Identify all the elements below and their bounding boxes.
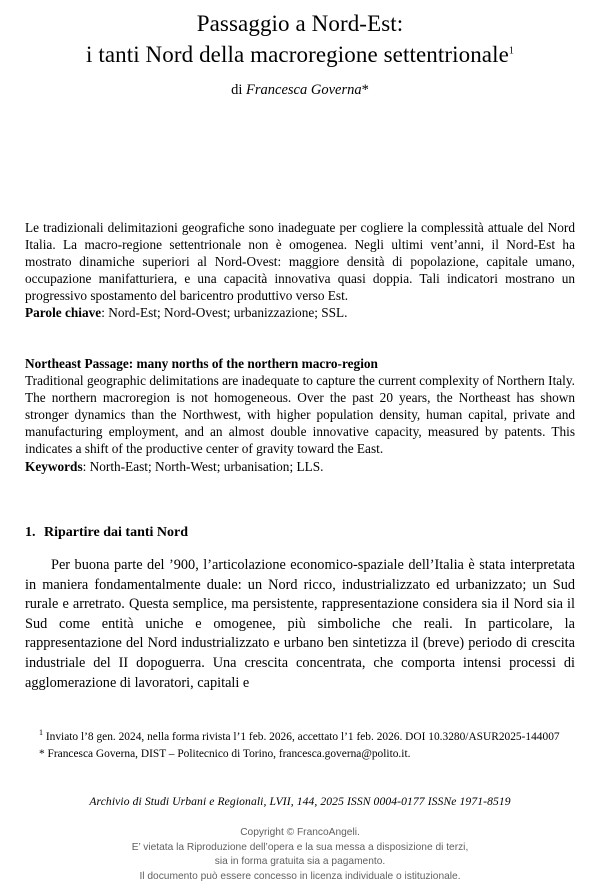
footnote-1-marker: 1 [39,728,43,738]
author-name: Francesca Governa [246,82,362,98]
copyright-line-2: E’ vietata la Riproduzione dell’opera e la sua messa a disposizione di terzi, [131,841,469,853]
footnote-1 [25,730,575,745]
byline-footnote-marker: * [361,82,369,98]
page-title [25,8,575,70]
abstract-english-heading: Northeast Passage: many norths of the northern macro-region [25,356,378,371]
copyright-line-3: sia in forma gratuita sia a pagamento. [214,856,386,868]
section-title: Ripartire dai tanti Nord [44,525,189,540]
copyright-line-1: Copyright © FrancoAngeli. [240,827,360,838]
keywords-english-label: Keywords [25,458,83,474]
abstract-english-text: Traditional geographic delimitations are inadequate to capture the current complexity of Northern Italy. The northern macroregion is not homogeneous. Over the past 20 years, the Northeast has shown stronger dynamics than the Northwest, with higher population density, human capital, private and manufacturing employment, and an almost double innovative capacity, measured by patents. This indicates a shift of the productive center of gravity toward the East. [25,373,575,457]
title-footnote-marker: 1 [508,45,515,57]
abstract-italian-text: Le tradizionali delimitazioni geografiche sono inadeguate per cogliere la complessità attuale del Nord Italia. La macro-regione settentrionale non è omogenea. Negli ultimi vent’anni, il Nord-Est ha mostrato dinamiche superiori al Nord-Ovest: maggiore densità di popolazione, capitale umano, occupazione manifatturiera, e una capacità innovativa quasi doppia. Tali indicatori mostrano un progressivo spostamento del baricentro produttivo verso Est. [25,220,575,304]
title-line-1-text: Passaggio a Nord-Est: [196,11,404,36]
keywords-english-value: : North-East; North-West; urbanisation; LLS. [82,458,324,474]
footnote-author: * Francesca Governa, DIST – Politecnico di Torino, francesca.governa@polito.it. [39,747,411,760]
footnote-1-text: Inviato l’8 gen. 2024, nella forma rivista l’1 feb. 2026, accettato l’1 feb. 2026. DOI 10.3280/ASUR2025-144007 [43,731,560,743]
keywords-italian [25,304,575,321]
title-line-2-text: i tanti Nord della macroregione settentrionale [85,42,509,67]
copyright-notice [25,826,575,884]
copyright-line-4: Il documento può essere concesso in licenza individuale o istituzionale. [139,870,461,882]
keywords-italian-label: Parole chiave [25,305,102,321]
author-byline [25,82,575,99]
section-heading-1 [25,525,575,541]
body-paragraph: Per buona parte del ’900, l’articolazione economico-spaziale dell’Italia è stata interpretata in maniera fondamentalmente duale: un Nord ricco, industrializzato ed urbanizzato; un Sud rurale e arretrato. Questa semplice, ma persistente, rappresentazione considera sia il Nord sia il Sud come entità uniche e omogenee, più simboliche che reali. In particolare, la rappresentazione del Nord industrializzato e urbano ben sintetizza il (breve) periodo di crescita industriale del II dopoguerra. Una crescita concentrata, che comporta intensi processi di agglomerazione di lavoratori, capitali e [25,557,575,691]
section-number: 1. [25,525,36,540]
title-line-2 [25,39,575,70]
title-line-1 [25,8,575,39]
footnote-block [25,730,575,761]
keywords-english [25,458,575,475]
journal-citation: Archivio di Studi Urbani e Regionali, LVII, 144, 2025 ISSN 0004-0177 ISSNe 1971-8519 [89,795,511,808]
abstract-english [25,355,575,475]
keywords-italian-value: : Nord-Est; Nord-Ovest; urbanizzazione; SSL. [101,305,348,321]
byline-prefix: di [231,82,247,98]
abstract-italian [25,219,575,322]
